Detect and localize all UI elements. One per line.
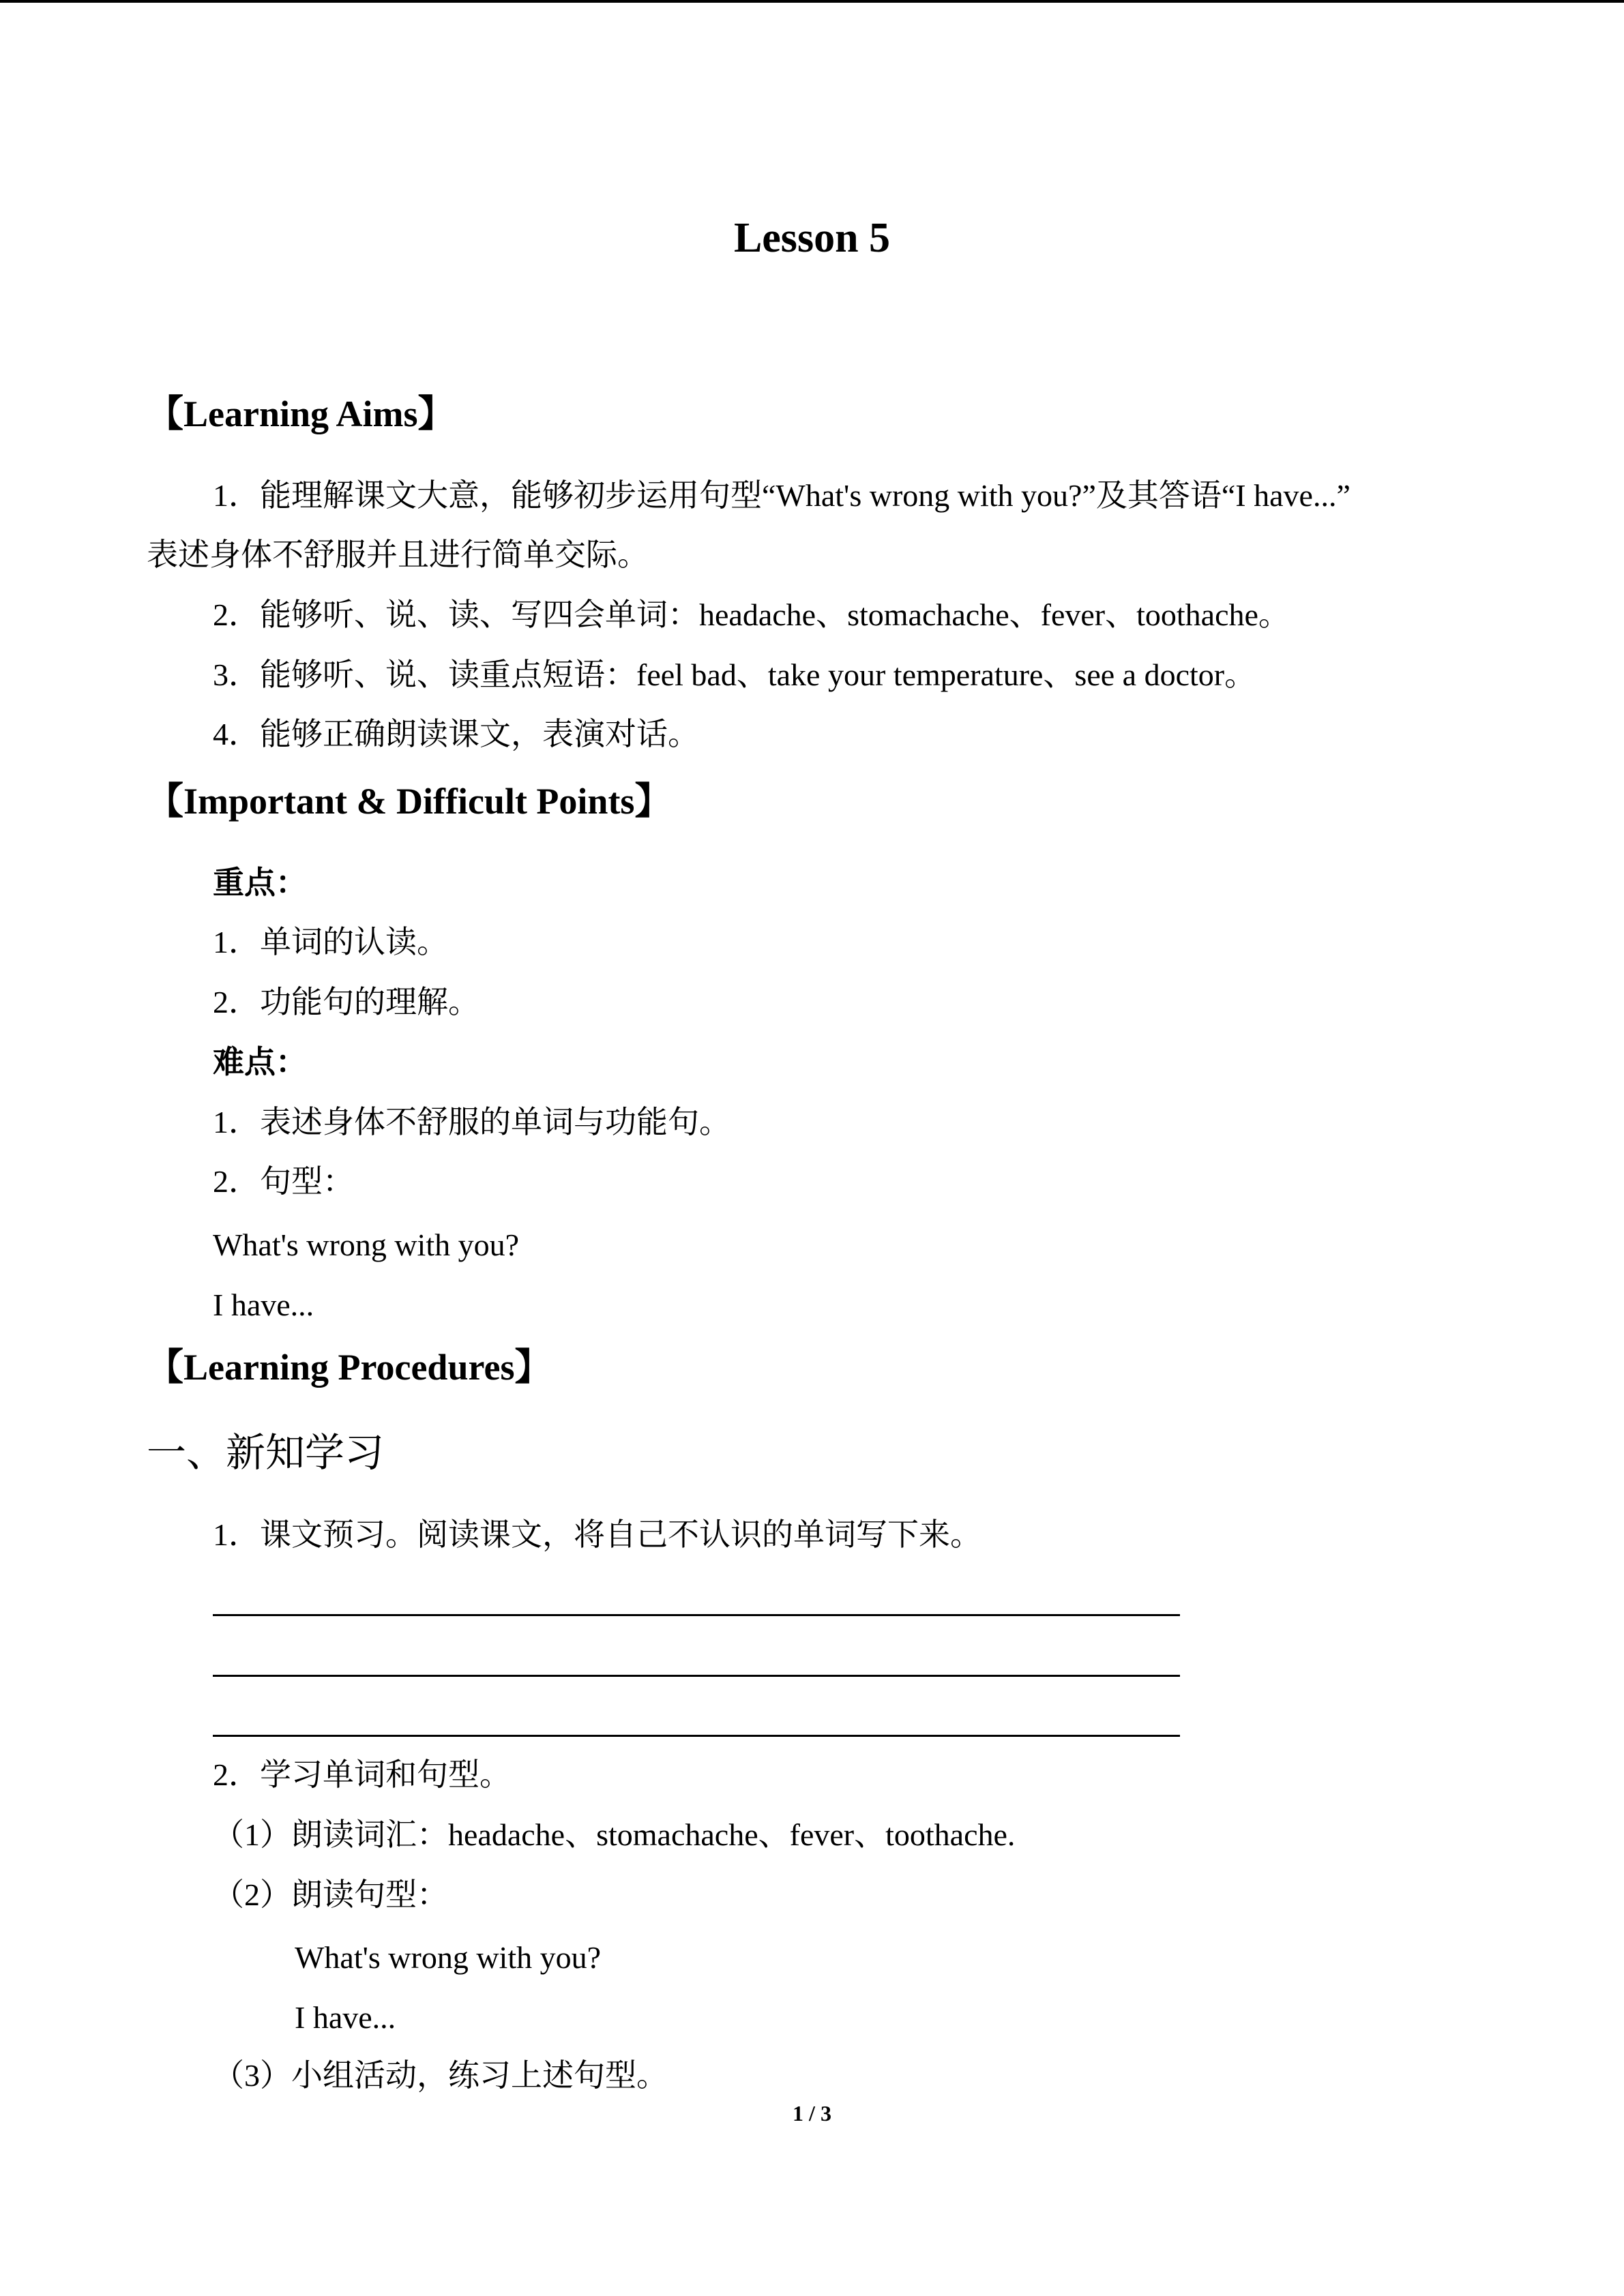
difficult-point-1: 1．表述身体不舒服的单词与功能句。 <box>213 1105 730 1139</box>
task-1: 1．课文预习。阅读课文，将自己不认识的单词写下来。 <box>213 1517 981 1552</box>
subtask-1: （1）朗读词汇：headache、stomachache、fever、toothache. <box>213 1817 1016 1852</box>
subtask-2-sentence-2: I have... <box>295 2000 396 2035</box>
procedures-heading: 【Learning Procedures】 <box>147 1347 552 1388</box>
difficult-points-label: 难点： <box>213 1045 307 1079</box>
key-points-label: 重点： <box>213 865 307 900</box>
page-number: 1 / 3 <box>793 2101 831 2126</box>
answer-line-2[interactable] <box>213 1675 1180 1677</box>
points-heading: 【Important & Difficult Points】 <box>147 781 672 822</box>
key-point-1: 1．单词的认读。 <box>213 925 448 959</box>
answer-line-3[interactable] <box>213 1735 1180 1737</box>
page-title: Lesson 5 <box>733 215 891 261</box>
sentence-pattern-2: I have... <box>213 1287 314 1322</box>
aim-item-1: 1．能理解课文大意，能够初步运用句型“What's wrong with you?”及其答语“I have...” <box>213 478 1350 513</box>
sentence-pattern-1: What's wrong with you? <box>213 1227 520 1262</box>
subtask-2: （2）朗读句型： <box>213 1877 448 1912</box>
subtask-3: （3）小组活动，练习上述句型。 <box>213 2058 668 2093</box>
learning-aims-heading: 【Learning Aims】 <box>147 393 455 434</box>
key-point-2: 2．功能句的理解。 <box>213 985 479 1019</box>
section-new-knowledge: 一、新知学习 <box>147 1431 385 1475</box>
answer-line-1[interactable] <box>213 1614 1180 1616</box>
top-border <box>0 0 1624 3</box>
difficult-point-2: 2．句型： <box>213 1164 354 1199</box>
aim-item-4: 4．能够正确朗读课文，表演对话。 <box>213 717 699 751</box>
aim-item-1-continued: 表述身体不舒服并且进行简单交际。 <box>147 537 649 572</box>
aim-item-3: 3．能够听、说、读重点短语：feel bad、take your temperature、see a doctor。 <box>213 657 1256 692</box>
task-2: 2．学习单词和句型。 <box>213 1757 511 1792</box>
aim-item-2: 2．能够听、说、读、写四会单词：headache、stomachache、fever、toothache。 <box>213 597 1290 632</box>
subtask-2-sentence-1: What's wrong with you? <box>295 1940 602 1975</box>
